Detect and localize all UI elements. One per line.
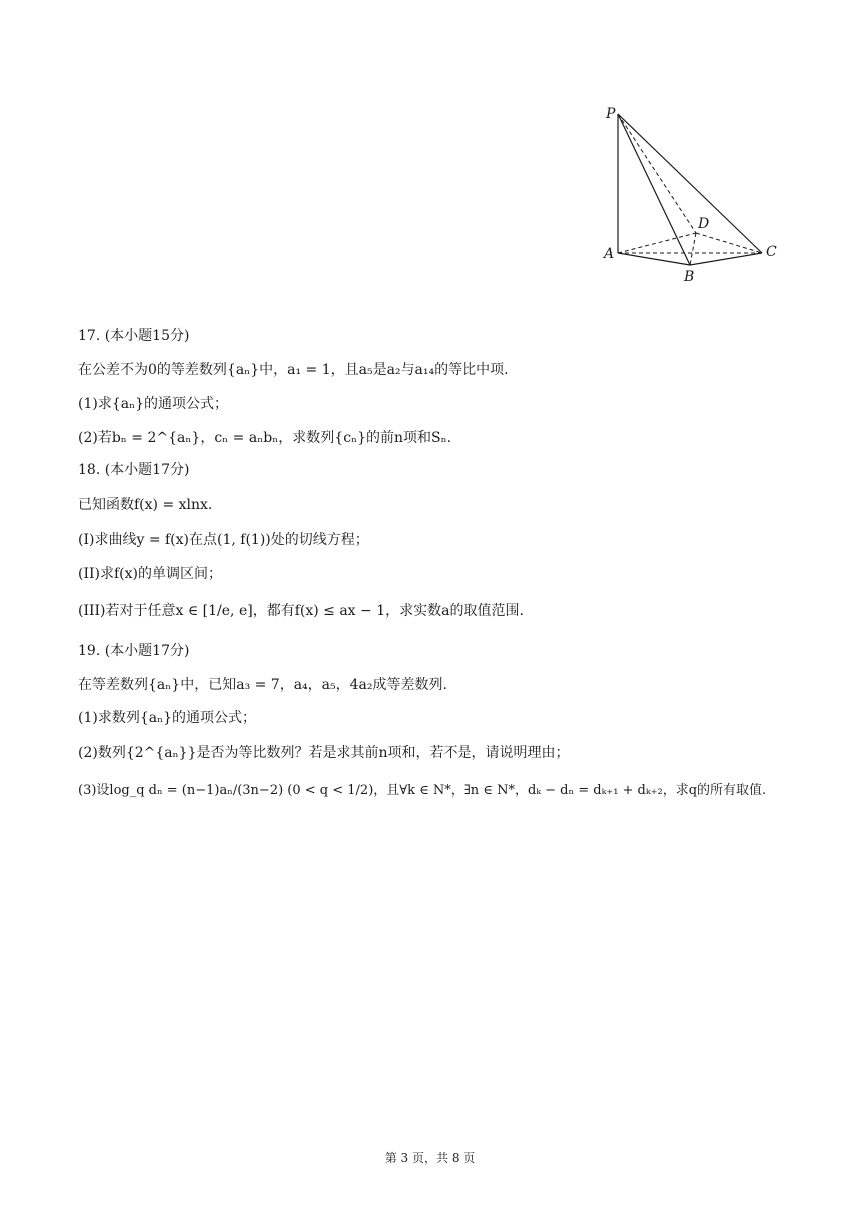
edge-BC [690, 253, 762, 265]
pyramid-diagram [596, 98, 792, 290]
q19-heading: 19. (本小题17分) [78, 643, 190, 659]
q19-part3: (3)设log_q dₙ = (n−1)aₙ/(3n−2) (0 < q < 1/2)，且∀k ∈ N*，∃n ∈ N*，dₖ − dₙ = dₖ₊₁ + dₖ₊₂，求q的所有取值. [78, 783, 767, 798]
pyramid-figure [596, 98, 792, 290]
label-B: B [684, 269, 695, 285]
edge-DB [690, 233, 696, 265]
q17-stem: 在公差不为0的等差数列{aₙ}中，a₁ = 1，且a₅是a₂与a₁₄的等比中项. [78, 362, 509, 378]
q19-part1: (1)求数列{aₙ}的通项公式； [78, 710, 257, 726]
label-A: A [604, 246, 615, 262]
q19-part2: (2)数列{2^{aₙ}}是否为等比数列？若是求其前n项和，若不是，请说明理由； [78, 745, 570, 761]
label-D: D [698, 216, 710, 232]
q18-stem: 已知函数f(x) = xlnx. [78, 497, 213, 513]
edge-PD [618, 114, 696, 233]
edge-AD [618, 233, 696, 253]
label-P: P [606, 106, 616, 122]
q18-heading: 18. (本小题17分) [78, 462, 190, 478]
edge-PC [618, 114, 762, 253]
page-footer: 第 3 页，共 8 页 [384, 1151, 476, 1165]
q18-part2: (II)求f(x)的单调区间； [78, 566, 222, 582]
q18-part3: (III)若对于任意x ∈ [1/e, e]，都有f(x) ≤ ax − 1，求实数a的取值范围. [78, 603, 524, 619]
q17-heading: 17. (本小题15分) [78, 328, 190, 344]
q17-part2: (2)若bₙ = 2^{aₙ}，cₙ = aₙbₙ，求数列{cₙ}的前n项和Sₙ. [78, 430, 452, 446]
label-C: C [766, 244, 777, 260]
edge-AB [618, 253, 690, 265]
q19-stem: 在等差数列{aₙ}中，已知a₃ = 7，a₄，a₅，4a₂成等差数列. [78, 677, 447, 693]
q17-part1: (1)求{aₙ}的通项公式； [78, 396, 229, 412]
edge-PB [618, 114, 690, 265]
q18-part1: (I)求曲线y = f(x)在点(1, f(1))处的切线方程； [78, 532, 369, 548]
